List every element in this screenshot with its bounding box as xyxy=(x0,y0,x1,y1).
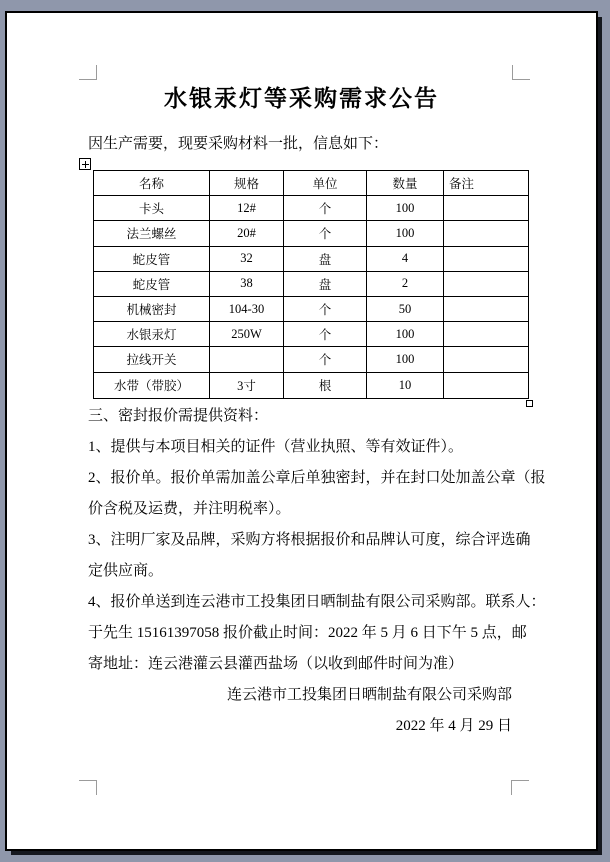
items-table xyxy=(93,170,529,399)
table-row xyxy=(94,322,528,347)
table-cell: 3寸 xyxy=(210,373,284,398)
table-cell: 法兰螺丝 xyxy=(94,221,210,246)
signature-line: 连云港市工投集团日晒制盐有限公司采购部 xyxy=(226,687,512,703)
body-line: 定供应商。 xyxy=(88,563,164,579)
table-cell: 水银汞灯 xyxy=(94,322,210,347)
table-cell: 根 xyxy=(284,373,367,398)
table-cell xyxy=(444,196,528,221)
table-row xyxy=(94,196,528,221)
table-header-cell: 单位 xyxy=(284,171,367,196)
table-cell: 个 xyxy=(284,196,367,221)
table-cell: 250W xyxy=(210,322,284,347)
table-row xyxy=(94,247,528,272)
table-cell: 2 xyxy=(367,272,444,297)
table-header-cell: 备注 xyxy=(444,171,528,196)
table-cell: 个 xyxy=(284,322,367,347)
table-cell: 10 xyxy=(367,373,444,398)
table-cell xyxy=(444,297,528,322)
table-cell: 卡头 xyxy=(94,196,210,221)
table-cell: 104-30 xyxy=(210,297,284,322)
table-resize-handle[interactable] xyxy=(526,400,533,407)
date-line: 2022 年 4 月 29 日 xyxy=(395,718,512,734)
table-cell: 机械密封 xyxy=(94,297,210,322)
crop-mark-bottom-right-icon xyxy=(511,780,529,795)
table-cell: 100 xyxy=(367,347,444,372)
table-cell xyxy=(444,347,528,372)
body-line: 2、报价单。报价单需加盖公章后单独密封，并在封口处加盖公章（报 xyxy=(88,470,546,486)
table-move-handle-icon[interactable] xyxy=(79,158,91,170)
table-row xyxy=(94,373,528,398)
table-cell: 38 xyxy=(210,272,284,297)
table-cell: 盘 xyxy=(284,247,367,272)
table-cell xyxy=(444,221,528,246)
table-row xyxy=(94,297,528,322)
body-line: 寄地址：连云港灌云县灌西盐场（以收到邮件时间为准） xyxy=(88,656,464,672)
body-line: 4、报价单送到连云港市工投集团日晒制盐有限公司采购部。联系人： xyxy=(88,594,546,610)
body-line: 3、注明厂家及品牌，采购方将根据报价和品牌认可度，综合评选确 xyxy=(88,532,531,548)
table-cell xyxy=(444,247,528,272)
page-title: 水银汞灯等采购需求公告 xyxy=(164,86,439,111)
body-line: 三、密封报价需提供资料： xyxy=(88,408,269,424)
table-cell xyxy=(444,373,528,398)
table-row xyxy=(94,272,528,297)
table-cell: 100 xyxy=(367,322,444,347)
table-cell: 个 xyxy=(284,221,367,246)
table-cell xyxy=(210,347,284,372)
crop-mark-top-right-icon xyxy=(512,65,530,80)
body-line: 于先生 15161397058 报价截止时间：2022 年 5 月 6 日下午 5 点，邮 xyxy=(88,625,527,641)
document-page xyxy=(5,11,598,851)
body-text-block xyxy=(88,401,546,742)
items-table-rows xyxy=(94,196,528,398)
table-cell: 蛇皮管 xyxy=(94,272,210,297)
table-cell: 4 xyxy=(367,247,444,272)
table-cell: 蛇皮管 xyxy=(94,247,210,272)
table-header-cell: 数量 xyxy=(367,171,444,196)
table-row xyxy=(94,347,528,372)
body-line: 1、提供与本项目相关的证件（营业执照、等有效证件）。 xyxy=(88,439,464,455)
table-cell xyxy=(444,272,528,297)
table-cell xyxy=(444,322,528,347)
table-cell: 100 xyxy=(367,221,444,246)
crop-mark-top-left-icon xyxy=(79,65,97,80)
table-cell: 100 xyxy=(367,196,444,221)
crop-mark-bottom-left-icon xyxy=(79,780,97,795)
table-cell: 盘 xyxy=(284,272,367,297)
table-cell: 个 xyxy=(284,297,367,322)
table-cell: 32 xyxy=(210,247,284,272)
table-header-cell: 名称 xyxy=(94,171,210,196)
body-line: 价含税及运费，并注明税率）。 xyxy=(88,501,291,517)
table-header-row xyxy=(94,171,528,196)
table-cell: 12# xyxy=(210,196,284,221)
table-cell: 拉线开关 xyxy=(94,347,210,372)
table-header-cell: 规格 xyxy=(210,171,284,196)
table-cell: 20# xyxy=(210,221,284,246)
table-cell: 50 xyxy=(367,297,444,322)
table-cell: 个 xyxy=(284,347,367,372)
intro-text: 因生产需要，现要采购材料一批，信息如下： xyxy=(88,136,389,152)
table-cell: 水带（带胶） xyxy=(94,373,210,398)
table-row xyxy=(94,221,528,246)
